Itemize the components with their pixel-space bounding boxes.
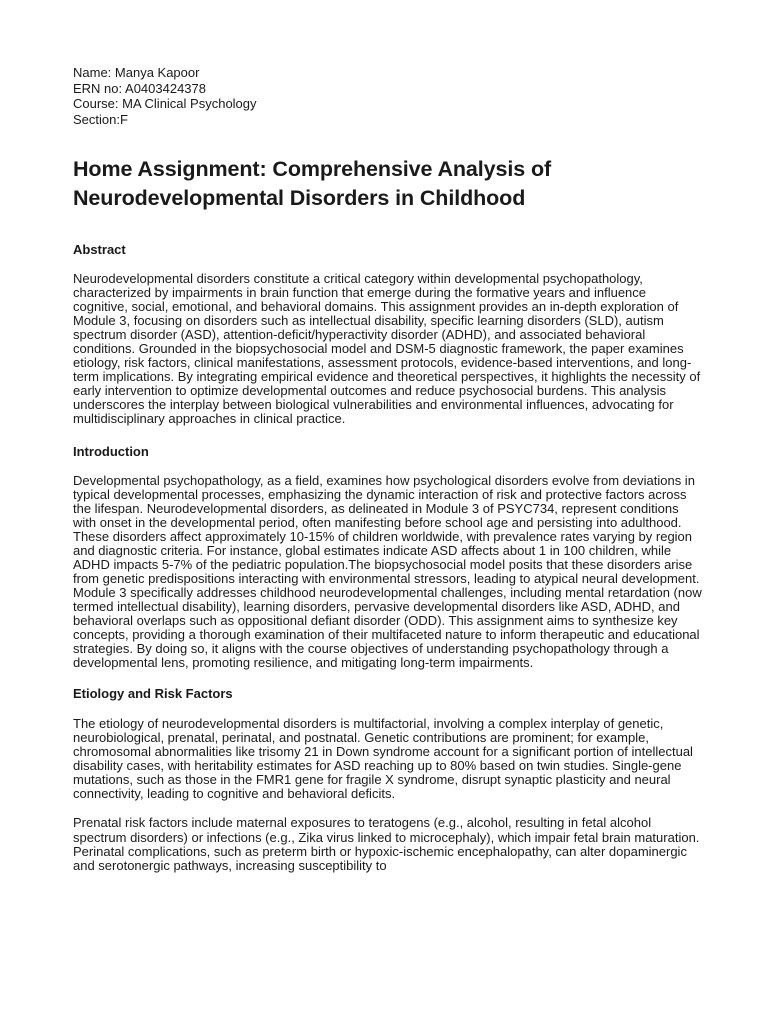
introduction-paragraph: Developmental psychopathology, as a field, examines how psychological disorders evolve from deviations in typical developmental processes, emphasizing the dynamic interaction of risk and protective factors across the lifespan. Neurodevelopmental disorders, as delineated in Module 3 of PSYC734, represent conditions with onset in the developmental period, often manifesting before school age and persisting into adulthood. These disorders affect approximately 10-15% of children worldwide, with prevalence rates varying by region and diagnostic criteria. For instance, global estimates indicate ASD affects about 1 in 100 children, while ADHD impacts 5-7% of the pediatric population.The biopsychosocial model posits that these disorders arise from genetic predispositions interacting with environmental stressors, leading to atypical neural development. Module 3 specifically addresses childhood neurodevelopmental challenges, including mental retardation (now termed intellectual disability), learning disorders, pervasive developmental disorders like ASD, ADHD, and behavioral overlaps such as oppositional defiant disorder (ODD). This assignment aims to synthesize key concepts, providing a thorough examination of their multifaceted nature to inform therapeutic and educational strategies. By doing so, it aligns with the course objectives of understanding psychopathology through a developmental lens, promoting resilience, and mitigating long-term impairments. [73,472,702,671]
student-course: Course: MA Clinical Psychology [73,96,257,111]
etiology-paragraph-2: Prenatal risk factors include maternal exposures to teratogens (e.g., alcohol, resulting in fetal alcohol spectrum disorders) or infections (e.g., Zika virus linked to microcephaly), which impair fetal brain maturation. Perinatal complications, such as preterm birth or hypoxic-ischemic encephalopathy, can alter dopaminergic and serotonergic pathways, increasing susceptibility to [73,815,700,873]
document-page [73,65,703,873]
student-info [73,65,703,127]
introduction-heading: Introduction [73,443,149,459]
abstract-heading: Abstract [73,242,126,257]
document-title: Home Assignment: Comprehensive Analysis of Neurodevelopmental Disorders in Childhood [73,157,552,210]
etiology-heading: Etiology and Risk Factors [73,686,233,702]
student-name: Name: Manya Kapoor [73,65,200,80]
abstract-paragraph: Neurodevelopmental disorders constitute a critical category within developmental psychopathology, characterized by impairments in brain function that emerge during the formative years and influence cognitive, social, emotional, and behavioral domains. This assignment provides an in-depth exploration of Module 3, focusing on disorders such as intellectual disability, specific learning disorders (SLD), autism spectrum disorder (ASD), attention-deficit/hyperactivity disorder (ADHD), and associated behavioral conditions. Grounded in the biopsychosocial model and DSM-5 diagnostic framework, the paper examines etiology, risk factors, clinical manifestations, assessment protocols, evidence-based interventions, and long-term implications. By integrating empirical evidence and theoretical perspectives, it highlights the necessity of early intervention to optimize developmental outcomes and reduce psychosocial burdens. This analysis underscores the interplay between biological vulnerabilities and environmental influences, advocating for multidisciplinary approaches in clinical practice. [73,271,701,427]
etiology-paragraph-1: The etiology of neurodevelopmental disorders is multifactorial, involving a complex interplay of genetic, neurobiological, prenatal, perinatal, and postnatal. Genetic contributions are prominent; for example, chromosomal abnormalities like trisomy 21 in Down syndrome account for a significant portion of intellectual disability cases, with heritability estimates for ASD reaching up to 80% based on twin studies. Single-gene mutations, such as those in the FMR1 gene for fragile X syndrome, disrupt synaptic plasticity and neural connectivity, leading to cognitive and behavioral deficits. [73,716,693,802]
student-section: Section:F [73,111,128,127]
student-ern: ERN no: A0403424378 [73,80,206,96]
